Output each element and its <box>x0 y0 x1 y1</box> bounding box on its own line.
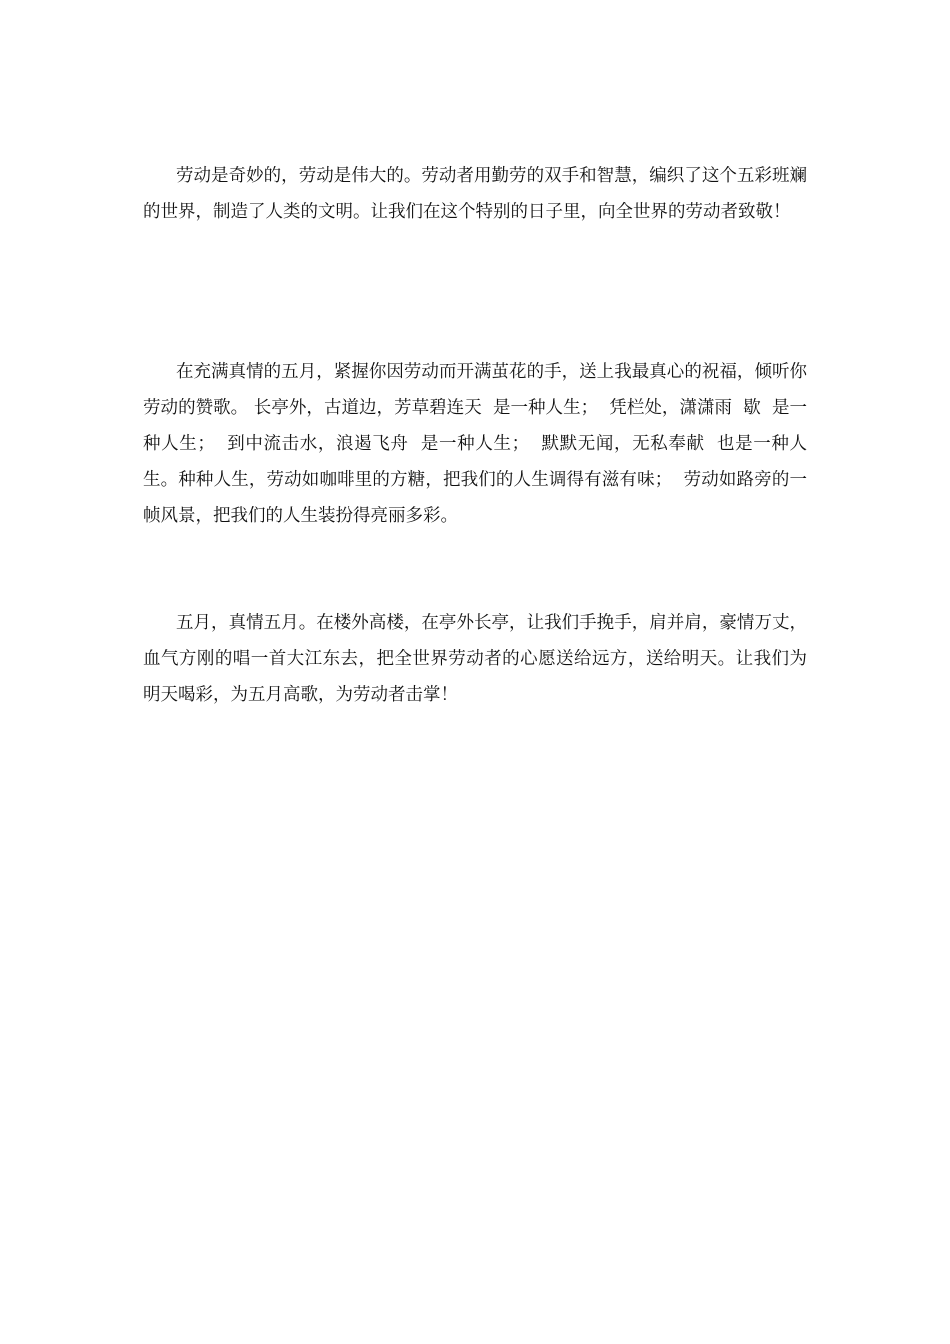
paragraph-3: 五月，真情五月。在楼外高楼，在亭外长亭，让我们手挽手，肩并肩，豪情万丈，血气方刚的唱一首大江东去，把全世界劳动者的心愿送给远方，送给明天。让我们为明天喝彩，为五月高歌，为劳动者击掌！ <box>143 613 807 705</box>
paragraph-2: 在充满真情的五月，紧握你因劳动而开满茧花的手，送上我最真心的祝福，倾听你劳动的赞歌。 长亭外，古道边，芳草碧连天 是一种人生； 凭栏处，潇潇雨 歇 是一种人生； 到中流击水，浪遏飞舟 是一种人生； 默默无闻，无私奉献 也是一种人生。种种人生，劳动如咖啡里的方糖，把我们的人生调得有滋有味； 劳动如路旁的一帧风景，把我们的人生装扮得亮丽多彩。 <box>143 362 807 526</box>
paragraph-1: 劳动是奇妙的，劳动是伟大的。劳动者用勤劳的双手和智慧，编织了这个五彩班斓的世界，制造了人类的文明。让我们在这个特别的日子里，向全世界的劳动者致敬！ <box>143 166 807 222</box>
